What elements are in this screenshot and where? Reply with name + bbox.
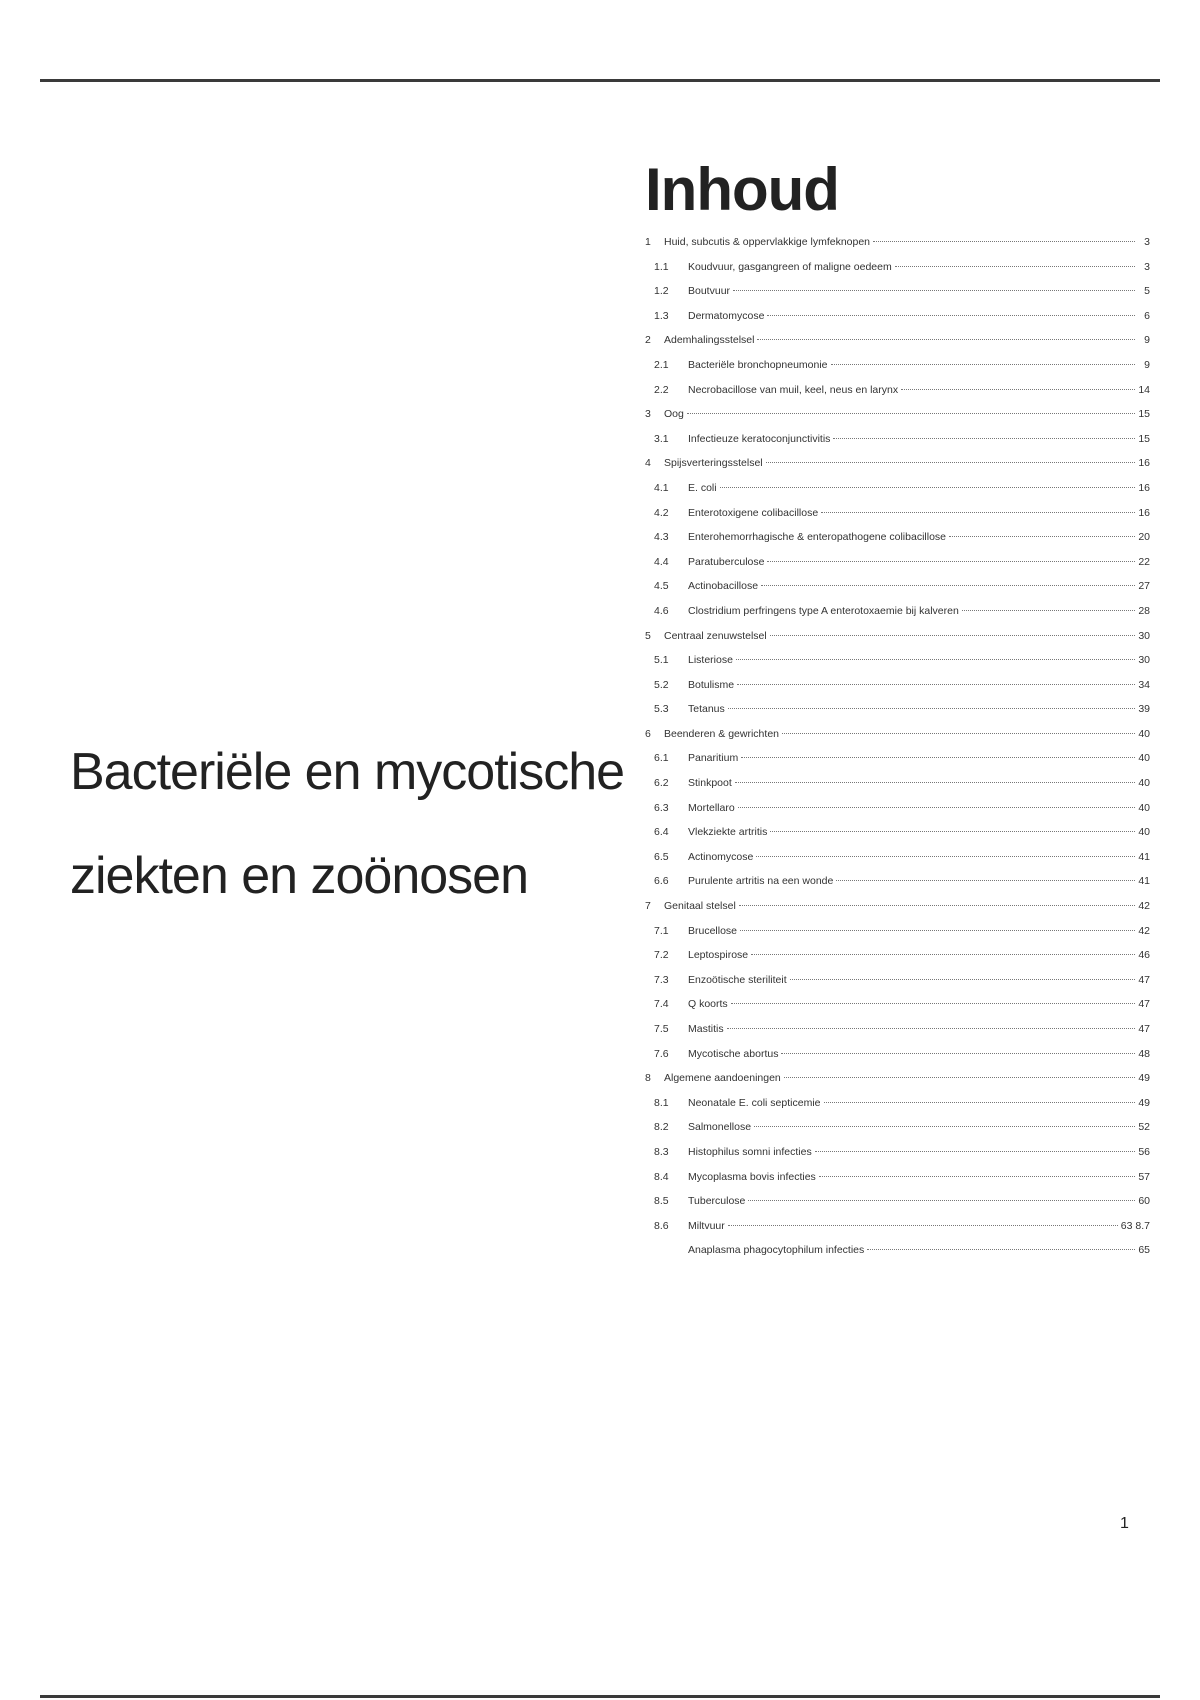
toc-entry-title: Q koorts (688, 998, 728, 1011)
toc-dot-leader (720, 487, 1135, 488)
toc-list (645, 236, 1150, 1269)
toc-entry-title: Stinkpoot (688, 777, 732, 790)
toc-entry-page: 40 (1138, 801, 1150, 814)
toc-entry-page: 49 (1138, 1072, 1150, 1085)
toc-dot-leader (962, 610, 1135, 611)
toc-entry-page: 6 (1144, 309, 1150, 322)
toc-entry-title: Enzoötische steriliteit (688, 973, 787, 986)
toc-dot-leader (736, 659, 1135, 660)
toc-entry-number: 5.1 (654, 654, 669, 667)
toc-entry-title: Mycotische abortus (688, 1047, 779, 1060)
toc-entry[interactable] (645, 285, 1150, 310)
toc-entry-number: 7 (645, 900, 651, 913)
toc-entry-page: 20 (1138, 531, 1150, 544)
toc-dot-leader (751, 954, 1135, 955)
toc-dot-leader (770, 635, 1135, 636)
toc-entry-title: Spijsverteringsstelsel (664, 457, 763, 470)
toc-entry-page: 48 (1138, 1047, 1150, 1060)
toc-dot-leader (815, 1151, 1135, 1152)
toc-dot-leader (754, 1126, 1135, 1127)
toc-entry[interactable] (645, 925, 1150, 950)
toc-entry-title: Centraal zenuwstelsel (664, 629, 767, 642)
toc-entry-title: Beenderen & gewrichten (664, 727, 779, 740)
toc-dot-leader (949, 536, 1135, 537)
toc-entry-page: 40 (1138, 826, 1150, 839)
toc-entry-number: 6.6 (654, 875, 669, 888)
toc-entry[interactable] (645, 998, 1150, 1023)
toc-entry-page: 40 (1138, 777, 1150, 790)
toc-dot-leader (728, 1225, 1118, 1226)
toc-entry-number: 7.5 (654, 1023, 669, 1035)
toc-dot-leader (784, 1077, 1135, 1078)
toc-dot-leader (748, 1200, 1135, 1201)
toc-entry[interactable] (645, 1097, 1150, 1122)
toc-entry-title: Paratuberculose (688, 555, 765, 568)
toc-entry-title: Mortellaro (688, 801, 735, 814)
toc-entry-number: 8.5 (654, 1195, 669, 1208)
toc-entry[interactable] (645, 334, 1150, 359)
toc-entry-title: Purulente artritis na een wonde (688, 875, 834, 888)
toc-entry[interactable] (645, 1244, 1150, 1269)
toc-entry-title: Infectieuze keratoconjunctivitis (688, 432, 831, 445)
toc-entry-number: 8 (645, 1072, 651, 1085)
table-of-contents (645, 150, 1150, 1269)
toc-entry-page: 3 (1144, 236, 1150, 248)
toc-entry-number: 8.6 (654, 1219, 669, 1232)
toc-entry-title: Boutvuur (688, 285, 731, 298)
toc-dot-leader (867, 1249, 1135, 1250)
toc-entry-title: Botulisme (688, 678, 735, 691)
toc-entry-number: 6.2 (654, 777, 669, 790)
toc-dot-leader (738, 807, 1135, 808)
toc-dot-leader (895, 266, 1135, 267)
toc-entry[interactable] (645, 457, 1150, 482)
toc-entry-page: 34 (1138, 678, 1150, 691)
toc-entry-title: Mycoplasma bovis infecties (688, 1170, 816, 1183)
toc-dot-leader (782, 733, 1135, 734)
toc-dot-leader (819, 1176, 1135, 1177)
toc-entry-number: 1.3 (654, 309, 669, 322)
toc-dot-leader (766, 462, 1135, 463)
toc-entry-number: 4.6 (654, 604, 669, 617)
toc-entry-title: Miltvuur (688, 1219, 725, 1232)
toc-dot-leader (741, 757, 1135, 758)
toc-entry-number: 4.2 (654, 506, 669, 519)
page-number: 1 (1120, 1515, 1129, 1532)
toc-entry-title: Dermatomycose (688, 309, 765, 322)
toc-entry-number: 4.4 (654, 555, 669, 568)
toc-entry-page: 16 (1138, 457, 1150, 470)
toc-dot-leader (767, 561, 1135, 562)
toc-entry-number: 6 (645, 727, 651, 740)
toc-entry[interactable] (645, 875, 1150, 900)
toc-entry-number: 6.5 (654, 850, 669, 863)
toc-entry-number: 1.1 (654, 260, 669, 273)
toc-entry-page: 9 (1144, 334, 1150, 347)
toc-dot-leader (740, 930, 1135, 931)
toc-entry-number: 7.1 (654, 924, 669, 937)
toc-entry-page: 47 (1138, 1023, 1150, 1035)
toc-entry-number: 7.4 (654, 998, 669, 1011)
toc-dot-leader (833, 438, 1135, 439)
toc-entry-page: 16 (1138, 506, 1150, 519)
toc-entry-page: 30 (1138, 629, 1150, 642)
toc-entry-page: 39 (1138, 703, 1150, 716)
toc-entry-number: 1 (645, 236, 651, 248)
toc-entry[interactable] (645, 1072, 1150, 1097)
toc-entry-page: 42 (1138, 924, 1150, 937)
toc-entry-page: 40 (1138, 727, 1150, 740)
toc-entry-page: 14 (1138, 383, 1150, 396)
toc-entry[interactable] (645, 236, 1150, 261)
toc-entry-title: Neonatale E. coli septicemie (688, 1096, 821, 1109)
toc-entry-title: Oog (664, 408, 684, 421)
toc-heading: Inhoud (645, 156, 839, 223)
toc-entry-page: 65 (1138, 1244, 1150, 1257)
toc-entry-page: 47 (1138, 973, 1150, 986)
toc-dot-leader (687, 413, 1135, 414)
toc-entry-title: Leptospirose (688, 949, 749, 962)
toc-entry[interactable] (645, 728, 1150, 753)
toc-entry-page: 41 (1138, 850, 1150, 863)
toc-entry-page: 46 (1138, 949, 1150, 962)
toc-dot-leader (836, 880, 1135, 881)
toc-entry-number: 3.1 (654, 432, 669, 445)
toc-entry[interactable] (645, 507, 1150, 532)
toc-dot-leader (739, 905, 1135, 906)
toc-entry-page: 49 (1138, 1096, 1150, 1109)
toc-entry-page: 57 (1138, 1170, 1150, 1183)
toc-entry[interactable] (645, 679, 1150, 704)
toc-entry-page: 63 8.7 (1120, 1219, 1150, 1232)
toc-entry[interactable] (645, 1171, 1150, 1196)
toc-dot-leader (770, 831, 1135, 832)
toc-entry[interactable] (645, 408, 1150, 433)
toc-dot-leader (737, 684, 1135, 685)
toc-entry-number: 6.3 (654, 801, 669, 814)
toc-entry-title: Enterohemorrhagische & enteropathogene colibacillose (688, 531, 946, 544)
toc-entry-page: 28 (1138, 604, 1150, 617)
toc-entry-title: Bacteriële bronchopneumonie (688, 358, 828, 371)
toc-entry-number: 5.3 (654, 703, 669, 716)
toc-entry-number: 6.4 (654, 826, 669, 839)
toc-entry-number: 7.6 (654, 1047, 669, 1060)
toc-entry-title: Histophilus somni infecties (688, 1145, 812, 1158)
toc-entry-number: 2.1 (654, 358, 669, 371)
toc-entry[interactable] (645, 359, 1150, 384)
toc-entry-page: 15 (1138, 432, 1150, 445)
toc-entry-number: 7.3 (654, 973, 669, 986)
toc-entry-title: Koudvuur, gasgangreen of maligne oedeem (688, 260, 892, 273)
toc-entry-page: 52 (1138, 1121, 1150, 1134)
toc-entry-number: 7.2 (654, 949, 669, 962)
toc-entry-number: 1.2 (654, 285, 669, 298)
toc-dot-leader (781, 1053, 1135, 1054)
toc-entry-number: 5.2 (654, 678, 669, 691)
toc-entry-number: 3 (645, 408, 651, 421)
toc-entry-title: Tuberculose (688, 1195, 746, 1208)
toc-dot-leader (735, 782, 1135, 783)
toc-dot-leader (731, 1003, 1135, 1004)
toc-entry[interactable] (645, 1023, 1150, 1048)
toc-dot-leader (727, 1028, 1135, 1029)
toc-entry-page: 22 (1138, 555, 1150, 568)
toc-entry[interactable] (645, 1121, 1150, 1146)
toc-entry-title: Salmonellose (688, 1121, 752, 1134)
toc-entry[interactable] (645, 826, 1150, 851)
toc-entry[interactable] (645, 802, 1150, 827)
toc-entry-number: 5 (645, 629, 651, 642)
toc-entry[interactable] (645, 1146, 1150, 1171)
toc-entry-number: 2.2 (654, 383, 669, 396)
document-title-line-2: ziekten en zoönosen (70, 847, 529, 905)
toc-entry-number: 8.3 (654, 1145, 669, 1158)
toc-entry-number: 8.1 (654, 1096, 669, 1109)
toc-entry-page: 40 (1138, 752, 1150, 765)
toc-entry[interactable] (645, 703, 1150, 728)
document-title (70, 720, 625, 928)
toc-entry-title: Genitaal stelsel (664, 900, 736, 913)
toc-entry-title: Clostridium perfringens type A enterotoxaemie bij kalveren (688, 604, 959, 617)
toc-entry-title: Ademhalingsstelsel (664, 334, 755, 347)
toc-dot-leader (873, 241, 1135, 242)
toc-entry[interactable] (645, 310, 1150, 335)
toc-entry[interactable] (645, 654, 1150, 679)
toc-dot-leader (756, 856, 1135, 857)
toc-entry-number: 4.5 (654, 580, 669, 593)
toc-entry-page: 47 (1138, 998, 1150, 1011)
toc-entry[interactable] (645, 261, 1150, 286)
bottom-rule (40, 1695, 1160, 1698)
toc-entry-page: 56 (1138, 1145, 1150, 1158)
toc-entry-number: 4.1 (654, 481, 669, 494)
toc-entry-title: Actinobacillose (688, 580, 759, 593)
toc-entry[interactable] (645, 777, 1150, 802)
toc-entry-page: 15 (1138, 408, 1150, 421)
toc-entry[interactable] (645, 949, 1150, 974)
toc-entry[interactable] (645, 531, 1150, 556)
top-rule (40, 79, 1160, 82)
toc-entry-page: 3 (1144, 260, 1150, 273)
toc-entry[interactable] (645, 482, 1150, 507)
toc-dot-leader (790, 979, 1135, 980)
toc-entry-title: Vlekziekte artritis (688, 826, 768, 839)
toc-entry-title: E. coli (688, 481, 717, 494)
toc-entry-page: 16 (1138, 481, 1150, 494)
toc-entry-page: 27 (1138, 580, 1150, 593)
toc-dot-leader (901, 389, 1135, 390)
toc-entry[interactable] (645, 630, 1150, 655)
toc-entry-page: 42 (1138, 900, 1150, 913)
toc-entry[interactable] (645, 974, 1150, 999)
toc-entry-number: 4 (645, 457, 651, 470)
toc-entry-title: Enterotoxigene colibacillose (688, 506, 819, 519)
toc-entry-number: 4.3 (654, 531, 669, 544)
toc-dot-leader (824, 1102, 1136, 1103)
toc-entry[interactable] (645, 605, 1150, 630)
toc-entry[interactable] (645, 900, 1150, 925)
toc-entry-title: Brucellose (688, 924, 738, 937)
toc-entry-title: Listeriose (688, 654, 733, 667)
toc-entry-page: 60 (1138, 1195, 1150, 1208)
toc-entry[interactable] (645, 433, 1150, 458)
toc-entry[interactable] (645, 1220, 1150, 1245)
toc-entry-title: Panaritium (688, 752, 739, 765)
toc-entry-number: 8.4 (654, 1170, 669, 1183)
toc-dot-leader (733, 290, 1135, 291)
toc-dot-leader (821, 512, 1135, 513)
toc-dot-leader (761, 585, 1135, 586)
toc-entry-page: 30 (1138, 654, 1150, 667)
toc-dot-leader (767, 315, 1135, 316)
toc-entry[interactable] (645, 851, 1150, 876)
toc-entry[interactable] (645, 752, 1150, 777)
toc-entry[interactable] (645, 1048, 1150, 1073)
toc-entry-title: Algemene aandoeningen (664, 1072, 781, 1085)
document-title-line-1: Bacteriële en mycotische (70, 743, 625, 801)
toc-dot-leader (831, 364, 1135, 365)
toc-entry-page: 41 (1138, 875, 1150, 888)
toc-entry-title: Anaplasma phagocytophilum infecties (688, 1244, 865, 1257)
toc-entry[interactable] (645, 556, 1150, 581)
toc-entry-number: 6.1 (654, 752, 669, 765)
toc-entry-title: Mastitis (688, 1023, 724, 1035)
toc-dot-leader (757, 339, 1135, 340)
toc-entry-title: Necrobacillose van muil, keel, neus en larynx (688, 383, 899, 396)
toc-entry[interactable] (645, 384, 1150, 409)
toc-entry[interactable] (645, 1195, 1150, 1220)
toc-entry[interactable] (645, 580, 1150, 605)
toc-entry-title: Actinomycose (688, 850, 754, 863)
toc-entry-number: 2 (645, 334, 651, 347)
toc-entry-title: Tetanus (688, 703, 725, 716)
toc-entry-number: 8.2 (654, 1121, 669, 1134)
toc-entry-page: 9 (1144, 358, 1150, 371)
toc-dot-leader (728, 708, 1135, 709)
toc-entry-page: 5 (1144, 285, 1150, 298)
toc-entry-title: Huid, subcutis & oppervlakkige lymfeknopen (664, 236, 871, 248)
